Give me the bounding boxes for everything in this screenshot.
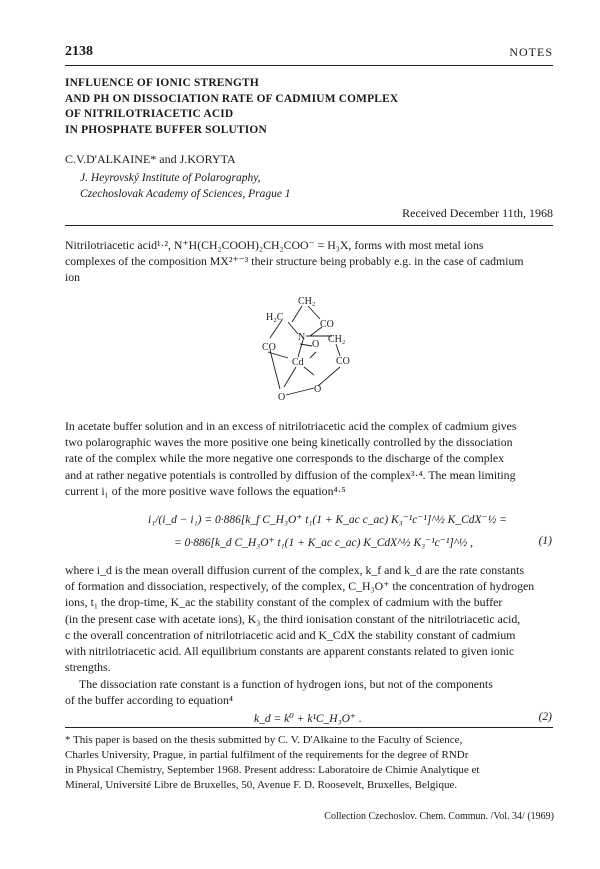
institution bbox=[80, 170, 291, 202]
text-line: (in the present case with acetate ions), K₃ the third ionisation constant of the nitrilotriacetic acid, bbox=[65, 611, 521, 626]
title-line: IN PHOSPHATE BUFFER SOLUTION bbox=[65, 123, 267, 136]
text-line: and at rather negative potentials is controlled by diffusion of the complex³·⁴. The mean limiting bbox=[65, 467, 516, 482]
text-line: with nitrilotriacetic acid. All equilibrium constants are apparent constants related to given ionic bbox=[65, 644, 515, 659]
paragraph-intro bbox=[65, 237, 553, 286]
structure-label: Cd bbox=[292, 357, 304, 368]
article-title bbox=[65, 76, 553, 138]
authors: C.V.D'ALKAINE* and J.KORYTA bbox=[65, 152, 236, 166]
structure-label: CO bbox=[262, 342, 276, 353]
running-header bbox=[65, 44, 553, 62]
paragraph-polarography bbox=[65, 418, 553, 499]
title-line: OF NITRILOTRIACETIC ACID bbox=[65, 108, 234, 120]
title-block-rule bbox=[65, 225, 553, 226]
structure-label: CH₂ bbox=[298, 296, 316, 307]
text-line: strengths. bbox=[65, 660, 111, 675]
equation-1-line-2: = 0·886[k_d C_H₃O⁺ t₁(1 + K_ac c_ac) K_CdX^½ K₃⁻¹c⁻¹]^½ , bbox=[174, 537, 474, 549]
text-line: of the buffer according to equation⁴ bbox=[65, 693, 234, 708]
equation-2: k_d = k⁰ + k¹C_H₃O⁺ . bbox=[254, 713, 362, 725]
cadmium-complex-structure bbox=[240, 292, 380, 412]
equation-1-line-1: i₁/(i_d − i₁) = 0·886[k_f C_H₃O⁺ t₁(1 + K_ac c_ac) K₃⁻¹c⁻¹]^½ K_CdX⁻½ = bbox=[148, 514, 507, 526]
structure-label: CO bbox=[320, 319, 334, 330]
footnote-line: * This paper is based on the thesis submitted by C. V. D'Alkaine to the Faculty of Science, bbox=[65, 734, 463, 746]
footnote-line: in Physical Chemistry, September 1968. Present address: Laboratoire de Chimie Analytique et bbox=[65, 764, 480, 776]
structure-label: CO bbox=[336, 356, 350, 367]
equation-1-number: (1) bbox=[538, 535, 552, 547]
footnote-line: Charles University, Prague, in partial fulfilment of the requirements for the degree of RNDr bbox=[65, 749, 469, 761]
title-line: INFLUENCE OF IONIC STRENGTH bbox=[65, 77, 259, 89]
text-line: current i₁ of the more positive wave follows the equation⁴·⁵ bbox=[65, 483, 346, 498]
structure-label: O bbox=[312, 339, 320, 350]
received-date: Received December 11th, 1968 bbox=[402, 206, 553, 220]
structure-label: N bbox=[298, 332, 306, 343]
title-line: AND PH ON DISSOCIATION RATE OF CADMIUM COMPLEX bbox=[65, 92, 399, 105]
text-line: ions, t₁ the drop-time, K_ac the stability constant of the complex of cadmium with the buffer bbox=[65, 595, 503, 610]
page-number: 2138 bbox=[65, 44, 93, 59]
text-line: Nitrilotriacetic acid¹·², N⁺H(CH₂COOH)₂CH₂COO⁻ = H₃X, forms with most metal ions bbox=[65, 238, 484, 252]
structure-label: H₂C bbox=[266, 312, 284, 323]
text-line: In acetate buffer solution and in an excess of nitrilotriacetic acid the complex of cadmium gives bbox=[65, 419, 517, 433]
text-line: where i_d is the mean overall diffusion current of the complex, k_f and k_d are the rate constants bbox=[65, 563, 525, 577]
paragraph-definitions bbox=[65, 562, 553, 675]
text-line: ion bbox=[65, 270, 81, 285]
text-line: two polarographic waves the more positive one being kinetically controlled by the dissociation bbox=[65, 435, 513, 450]
institution-line: J. Heyrovský Institute of Polarography, bbox=[80, 172, 261, 184]
text-line: rate of the complex while the more negative one corresponds to the discharge of the complex bbox=[65, 451, 505, 466]
footnote bbox=[65, 733, 553, 793]
structure-label: CH₂ bbox=[328, 334, 346, 345]
footnote-line: Mineral, Université Libre de Bruxelles, 50, Avenue F. D. Roosevelt, Bruxelles, Belgique. bbox=[65, 779, 458, 791]
header-rule bbox=[65, 65, 553, 66]
journal-citation: Collection Czechoslov. Chem. Commun. /Vol. 34/ (1969) bbox=[324, 811, 554, 822]
text-line: of formation and dissociation, respectively, of the complex, C_H₃O⁺ the concentration of hydrogen bbox=[65, 579, 535, 594]
equation-2-number: (2) bbox=[538, 711, 552, 723]
footnote-rule bbox=[65, 727, 553, 728]
text-line: c the overall concentration of nitrilotriacetic acid and K_CdX the stability constant of cadmium bbox=[65, 627, 516, 642]
structure-label: O bbox=[278, 392, 286, 403]
paragraph-dissociation bbox=[65, 676, 553, 708]
section-name: NOTES bbox=[509, 45, 553, 59]
structure-label: O bbox=[314, 384, 322, 395]
text-line: The dissociation rate constant is a function of hydrogen ions, but not of the components bbox=[79, 677, 493, 691]
text-line: complexes of the composition MX²⁺⁻³ their structure being probably e.g. in the case of cadmium bbox=[65, 254, 524, 269]
institution-line: Czechoslovak Academy of Sciences, Prague 1 bbox=[80, 188, 291, 200]
